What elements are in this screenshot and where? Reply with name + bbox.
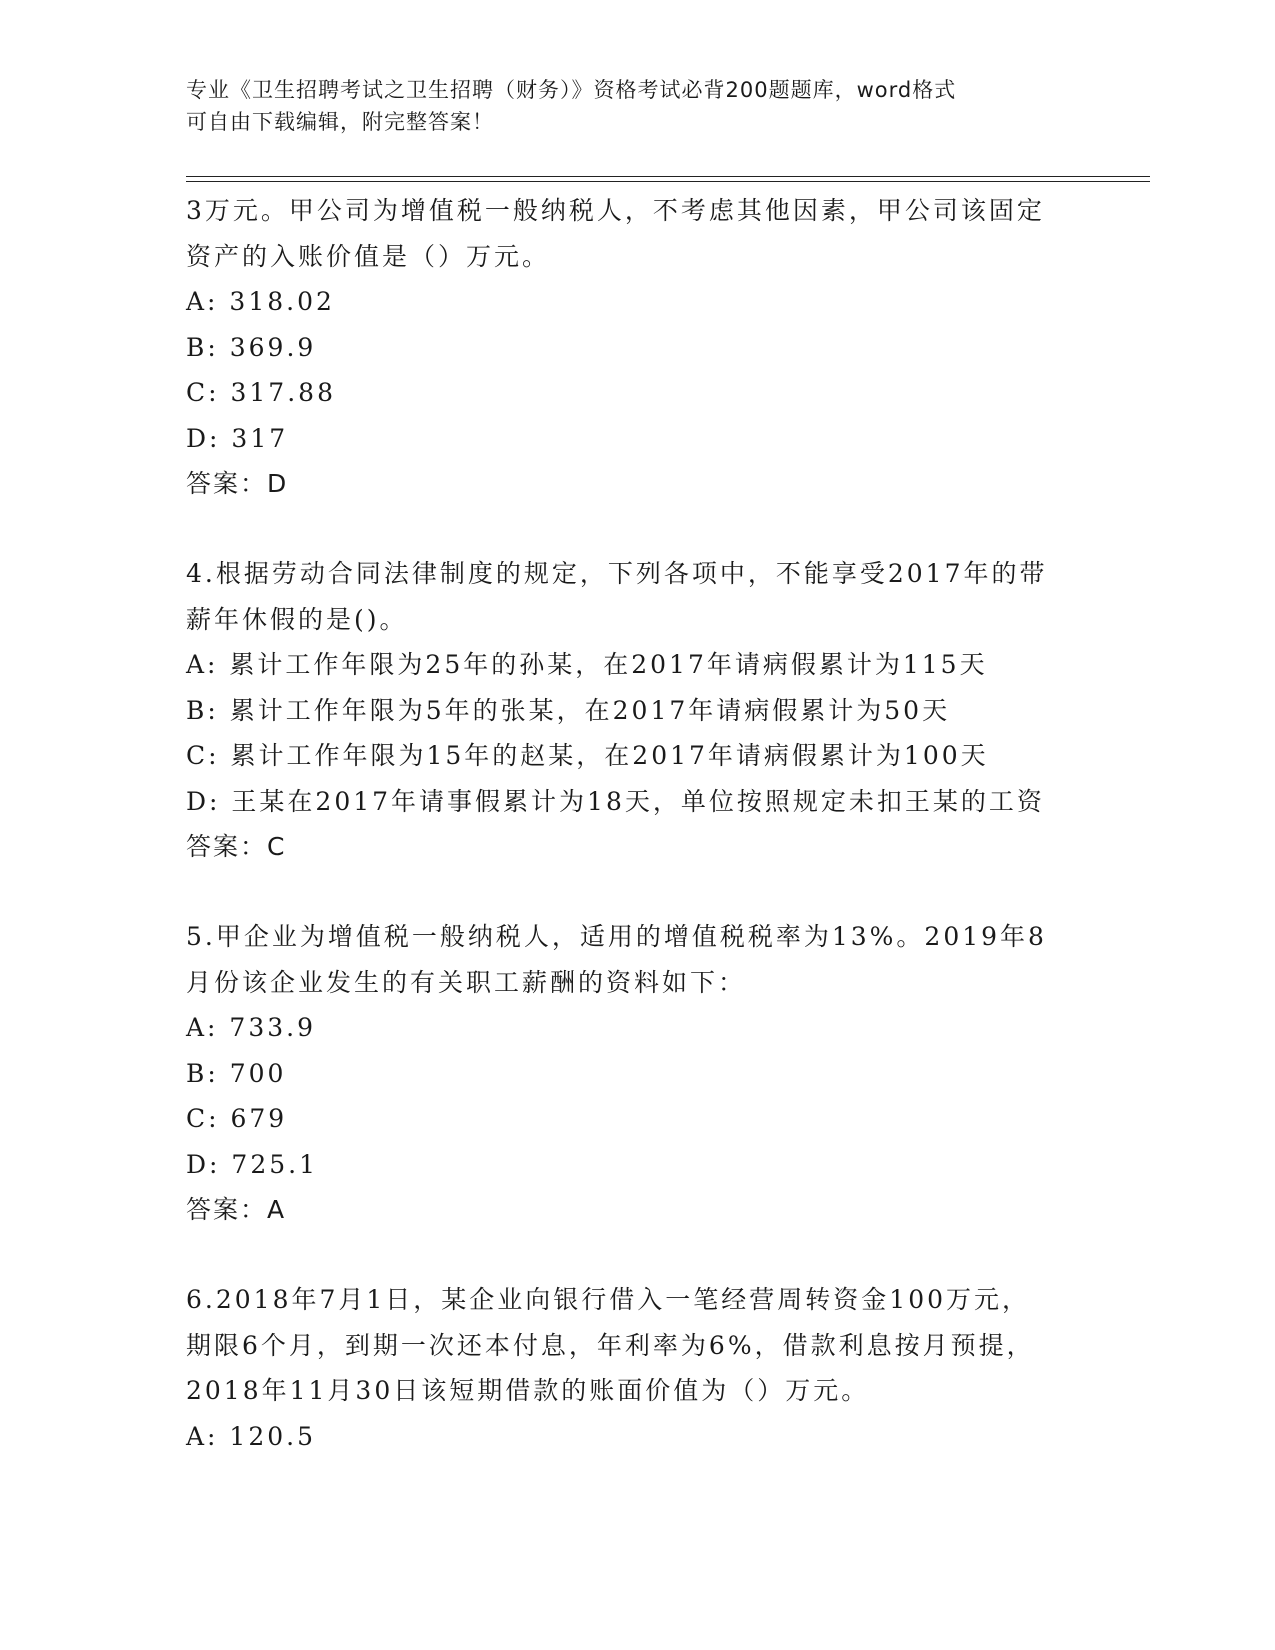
option-d: D: 王某在2017年请事假累计为18天，单位按照规定未扣王某的工资 [186,786,1045,816]
question-stem-line: 3万元。甲公司为增值税一般纳税人，不考虑其他因素，甲公司该固定 [186,196,1045,225]
question-stem-line: 2018年11月30日该短期借款的账面价值为（）万元。 [186,1376,870,1405]
question-3 [186,188,1086,507]
question-stem-line: 6.2018年7月1日，某企业向银行借入一笔经营周转资金100万元， [186,1285,1031,1314]
question-spacer [186,870,1086,914]
answer-line: 答案：D [186,469,289,498]
page-header [186,74,1086,138]
question-spacer [186,507,1086,551]
option-a: A: 120.5 [186,1421,316,1451]
answer-line: 答案：C [186,832,287,861]
option-c: C: 累计工作年限为15年的赵某，在2017年请病假累计为100天 [186,741,989,770]
option-a: A: 318.02 [186,287,335,316]
option-b: B: 累计工作年限为5年的张某，在2017年请病假累计为50天 [186,695,951,725]
question-stem-line: 资产的入账价值是（）万元。 [186,241,551,271]
header-divider-top [186,176,1150,177]
option-a: A: 累计工作年限为25年的孙某，在2017年请病假累计为115天 [186,650,988,679]
option-c: C: 317.88 [186,378,336,407]
header-divider-bottom [186,181,1150,182]
option-d: D: 317 [186,423,289,453]
question-list [186,188,1086,1459]
question-stem-line: 期限6个月，到期一次还本付息，年利率为6%，借款利息按月预提， [186,1330,1035,1360]
question-stem-line: 月份该企业发生的有关职工薪酬的资料如下： [186,967,747,997]
option-c: C: 679 [186,1104,288,1133]
question-spacer [186,1233,1086,1277]
header-title-line-1: 专业《卫生招聘考试之卫生招聘（财务）》资格考试必背200题题库，word格式 [186,78,957,102]
answer-line: 答案：A [186,1195,287,1224]
option-b: B: 369.9 [186,332,317,362]
question-stem-line: 5.甲企业为增值税一般纳税人，适用的增值税税率为13%。2019年8 [186,922,1047,951]
question-5 [186,914,1086,1233]
option-d: D: 725.1 [186,1149,318,1179]
question-stem-line: 4.根据劳动合同法律制度的规定，下列各项中，不能享受2017年的带 [186,559,1048,588]
header-title-line-2: 可自由下载编辑，附完整答案！ [186,110,494,134]
option-a: A: 733.9 [186,1013,316,1042]
question-4 [186,551,1086,870]
question-stem-line: 薪年休假的是()。 [186,604,408,634]
question-6 [186,1277,1086,1459]
option-b: B: 700 [186,1058,287,1088]
